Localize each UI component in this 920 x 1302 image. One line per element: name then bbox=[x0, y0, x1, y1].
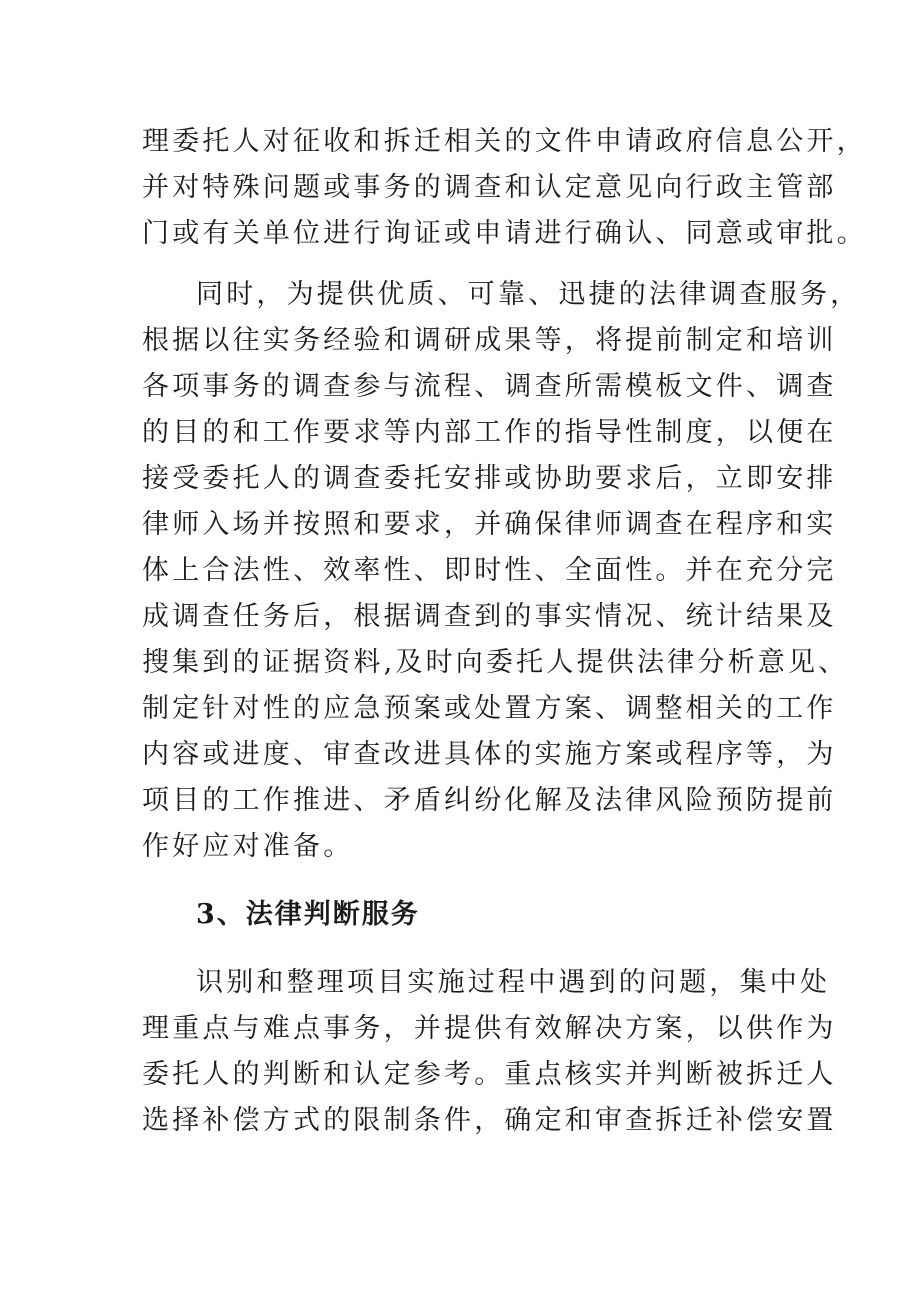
section-heading: 3、法律判断服务 bbox=[196, 899, 420, 930]
text-line: 作好应对准备。 bbox=[142, 831, 354, 862]
text-line: 的目的和工作要求等内部工作的指导性制度，以便在 bbox=[142, 417, 837, 448]
text-line: 搜集到的证据资料,及时向委托人提供法律分析意见、 bbox=[142, 647, 849, 678]
text-line: 根据以往实务经验和调研成果等，将提前制定和培训 bbox=[142, 325, 837, 356]
text-line: 识别和整理项目实施过程中遇到的问题，集中处 bbox=[196, 967, 831, 998]
text-line: 项目的工作推进、矛盾纠纷化解及法律风险预防提前 bbox=[142, 785, 837, 816]
text-line: 门或有关单位进行询证或申请进行确认、同意或审批。 bbox=[142, 218, 867, 249]
text-line: 内容或进度、审查改进具体的实施方案或程序等，为 bbox=[142, 739, 837, 770]
text-line: 接受委托人的调查委托安排或协助要求后，立即安排 bbox=[142, 463, 837, 494]
text-line: 同时，为提供优质、可靠、迅捷的法律调查服务， bbox=[196, 279, 861, 310]
text-line: 各项事务的调查参与流程、调查所需模板文件、调查 bbox=[142, 371, 837, 402]
text-line: 制定针对性的应急预案或处置方案、调整相关的工作 bbox=[142, 693, 837, 724]
text-line: 并对特殊问题或事务的调查和认定意见向行政主管部 bbox=[142, 172, 837, 203]
text-line: 理委托人对征收和拆迁相关的文件申请政府信息公开， bbox=[142, 126, 867, 157]
text-line: 选择补偿方式的限制条件，确定和审查拆迁补偿安置 bbox=[142, 1105, 837, 1136]
text-line: 体上合法性、效率性、即时性、全面性。并在充分完 bbox=[142, 555, 837, 586]
text-line: 委托人的判断和认定参考。重点核实并判断被拆迁人 bbox=[142, 1059, 837, 1090]
text-line: 律师入场并按照和要求，并确保律师调查在程序和实 bbox=[142, 509, 837, 540]
text-line: 成调查任务后，根据调查到的事实情况、统计结果及 bbox=[142, 601, 837, 632]
text-line: 理重点与难点事务，并提供有效解决方案，以供作为 bbox=[142, 1013, 837, 1044]
